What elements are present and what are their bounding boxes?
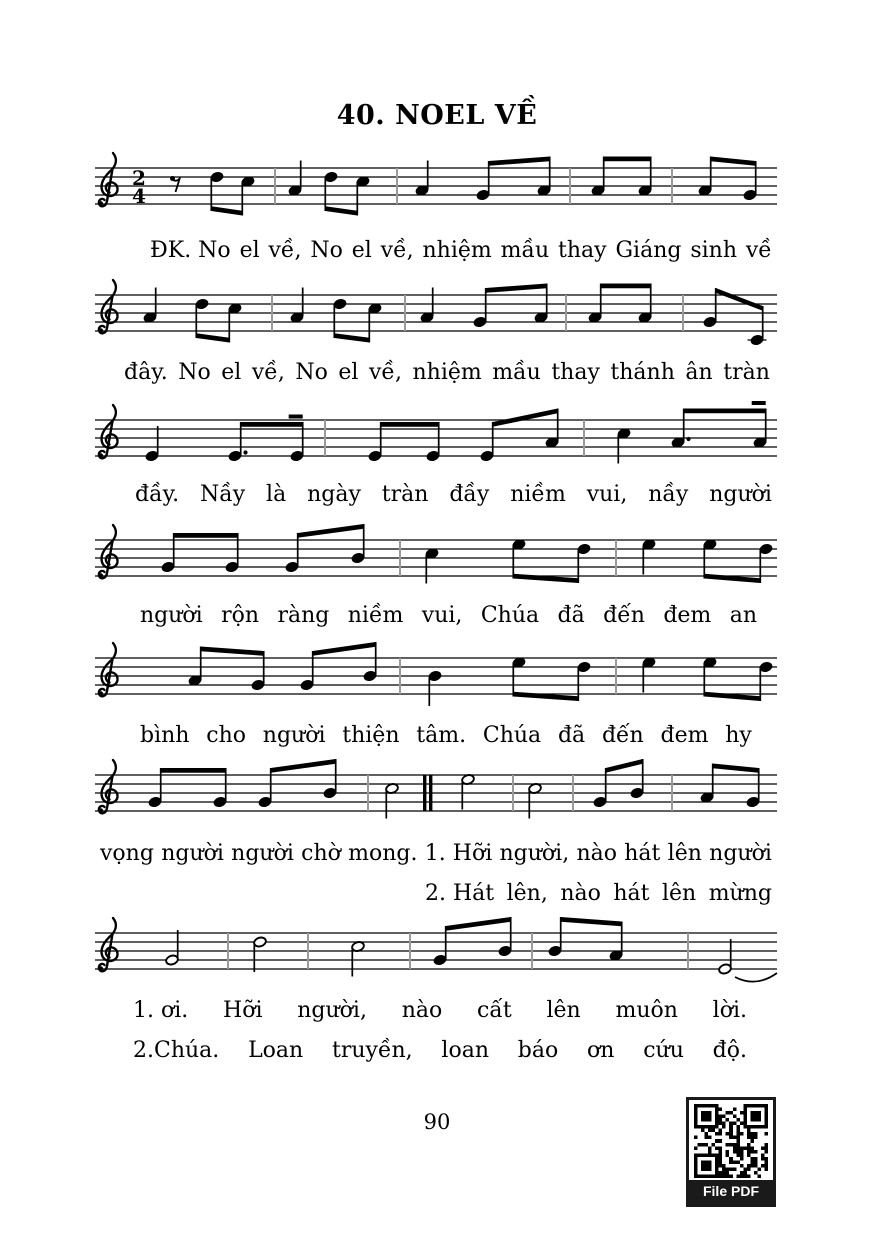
lyric-syllable: chờ [301, 841, 341, 866]
svg-text:4: 4 [132, 184, 146, 208]
lyric-syllable: lên [667, 841, 702, 866]
treble-clef-icon [99, 918, 118, 971]
lyric-syllable: tràn [381, 482, 429, 507]
page-number: 90 [423, 1110, 451, 1134]
lyric-syllable: nhiệm [422, 238, 492, 263]
lyric-syllable: đến [603, 603, 645, 628]
lyric-syllable: nào [401, 998, 443, 1023]
lyric-syllable: Chúa [482, 723, 542, 748]
lyric-syllable: cho [206, 723, 246, 748]
lyric-syllable: mừng [708, 881, 772, 906]
lyric-syllable: Hỡi [223, 998, 263, 1023]
lyric-syllable: đầy. [135, 482, 180, 507]
treble-clef-icon [99, 153, 118, 206]
treble-clef-icon [99, 405, 118, 458]
lyric-syllable: mầu [492, 360, 541, 385]
lyric-syllable: el [239, 238, 260, 263]
lyric-syllable: nào [576, 841, 617, 866]
lyric-syllable: người, [297, 998, 367, 1023]
lyric-syllable: thay [558, 238, 607, 263]
lyric-syllable: về [745, 238, 772, 263]
lyric-syllable: báo [517, 1038, 559, 1063]
lyric-syllable: đã [557, 723, 586, 748]
lyric-syllable: về, [368, 360, 402, 385]
qr-code [689, 1100, 773, 1180]
lyric-syllable: mong. [348, 841, 418, 866]
lyrics-line-4 [140, 603, 757, 628]
eighth-rest [170, 176, 180, 192]
lyric-syllable: đem [660, 723, 709, 748]
lyrics-line-7-verse1 [133, 998, 747, 1023]
lyric-syllable: hát [613, 881, 650, 906]
lyrics-line-3 [135, 482, 772, 507]
lyrics-line-2 [124, 360, 770, 385]
lyric-syllable: nào [560, 881, 601, 906]
lyric-syllable: người [709, 482, 772, 507]
lyric-syllable: sinh [690, 238, 737, 263]
lyric-syllable: tràn [723, 360, 770, 385]
lyric-syllable: Loan [248, 1038, 304, 1063]
lyric-syllable: đến [601, 723, 644, 748]
lyric-syllable: niềm [510, 482, 566, 507]
treble-clef-icon [99, 760, 118, 813]
lyric-syllable: độ. [712, 1038, 747, 1063]
lyric-syllable: về, [251, 360, 285, 385]
music-system-4 [95, 518, 795, 602]
lyric-syllable: người [231, 841, 294, 866]
lyric-syllable: ơn [587, 1038, 615, 1063]
lyric-syllable: el [351, 238, 372, 263]
music-system-7 [95, 911, 795, 995]
lyric-syllable: ràng [277, 603, 330, 628]
lyric-syllable: lên [546, 998, 581, 1023]
lyric-syllable: ĐK. No [150, 238, 231, 263]
lyric-syllable: Chúa [480, 603, 540, 628]
lyric-syllable: 1. ơi. [133, 998, 189, 1023]
lyric-syllable: đã [557, 603, 585, 628]
lyric-syllable: về, [380, 238, 414, 263]
lyric-syllable: 1. Hỡi [424, 841, 493, 866]
qr-code-image [694, 1104, 768, 1178]
lyric-syllable: No [295, 360, 328, 385]
lyric-syllable: người [140, 603, 203, 628]
qr-file-pdf-label: File PDF [689, 1180, 773, 1204]
treble-clef-icon [99, 643, 118, 696]
lyric-syllable: lời. [712, 998, 747, 1023]
lyric-syllable: niềm [347, 603, 404, 628]
lyric-syllable: vui, [421, 603, 463, 628]
lyric-syllable: đầy [449, 482, 490, 507]
lyric-syllable: người, [499, 841, 570, 866]
qr-code-block [686, 1097, 776, 1207]
lyric-syllable: vọng [100, 841, 154, 866]
lyric-syllable: người [709, 841, 772, 866]
lyric-syllable: an [729, 603, 757, 628]
lyric-syllable: đây. [124, 360, 168, 385]
lyric-syllable: thiện [342, 723, 400, 748]
music-system-5 [95, 636, 795, 720]
lyric-syllable: về, [268, 238, 302, 263]
lyric-syllable: cất [477, 998, 512, 1023]
lyric-syllable: No [310, 238, 343, 263]
lyric-syllable: Giáng [615, 238, 682, 263]
lyric-syllable: ân [685, 360, 713, 385]
music-system-6 [95, 753, 795, 837]
lyric-syllable: 2.Chúa. [133, 1038, 220, 1063]
lyrics-line-5 [140, 723, 752, 748]
svg-text:2: 2 [132, 166, 146, 190]
treble-clef-icon [99, 280, 118, 333]
music-system-3 [95, 398, 795, 482]
lyrics-line-7-verse2 [133, 1038, 747, 1063]
lyric-syllable: nầy [648, 482, 689, 507]
lyric-syllable: Nầy [199, 482, 246, 507]
lyric-syllable: nhiệm [412, 360, 482, 385]
lyric-syllable: 2. Hát [425, 881, 495, 906]
lyric-syllable: muôn [615, 998, 678, 1023]
lyric-syllable: người [161, 841, 224, 866]
lyric-syllable: thánh [610, 360, 675, 385]
music-system-1 [95, 146, 795, 230]
page-title: 40. NOEL VỀ [336, 100, 538, 131]
lyric-syllable: người [262, 723, 326, 748]
lyric-syllable: đem [663, 603, 712, 628]
lyric-syllable: hy [725, 723, 752, 748]
lyric-syllable: el [338, 360, 359, 385]
lyric-syllable: mầu [500, 238, 550, 263]
lyric-syllable: tâm. [416, 723, 467, 748]
lyric-syllable: thay [551, 360, 600, 385]
treble-clef-icon [99, 525, 118, 578]
lyrics-line-6-verse1 [100, 841, 772, 866]
lyric-syllable: bình [140, 723, 190, 748]
lyric-syllable: No [178, 360, 211, 385]
lyric-syllable: cứu [643, 1038, 684, 1063]
lyric-syllable: el [221, 360, 242, 385]
lyric-syllable: loan [441, 1038, 489, 1063]
lyric-syllable: hát [624, 841, 661, 866]
lyric-syllable: rộn [221, 603, 260, 628]
lyrics-line-1 [150, 238, 772, 263]
lyrics-line-6-verse2 [425, 881, 772, 906]
lyric-syllable: ngày [307, 482, 361, 507]
lyric-syllable: lên, [506, 881, 548, 906]
lyric-syllable: truyền, [331, 1038, 413, 1063]
lyric-syllable: là [266, 482, 287, 507]
lyric-syllable: lên [661, 881, 697, 906]
lyric-syllable: vui, [586, 482, 628, 507]
music-system-2 [95, 273, 795, 357]
